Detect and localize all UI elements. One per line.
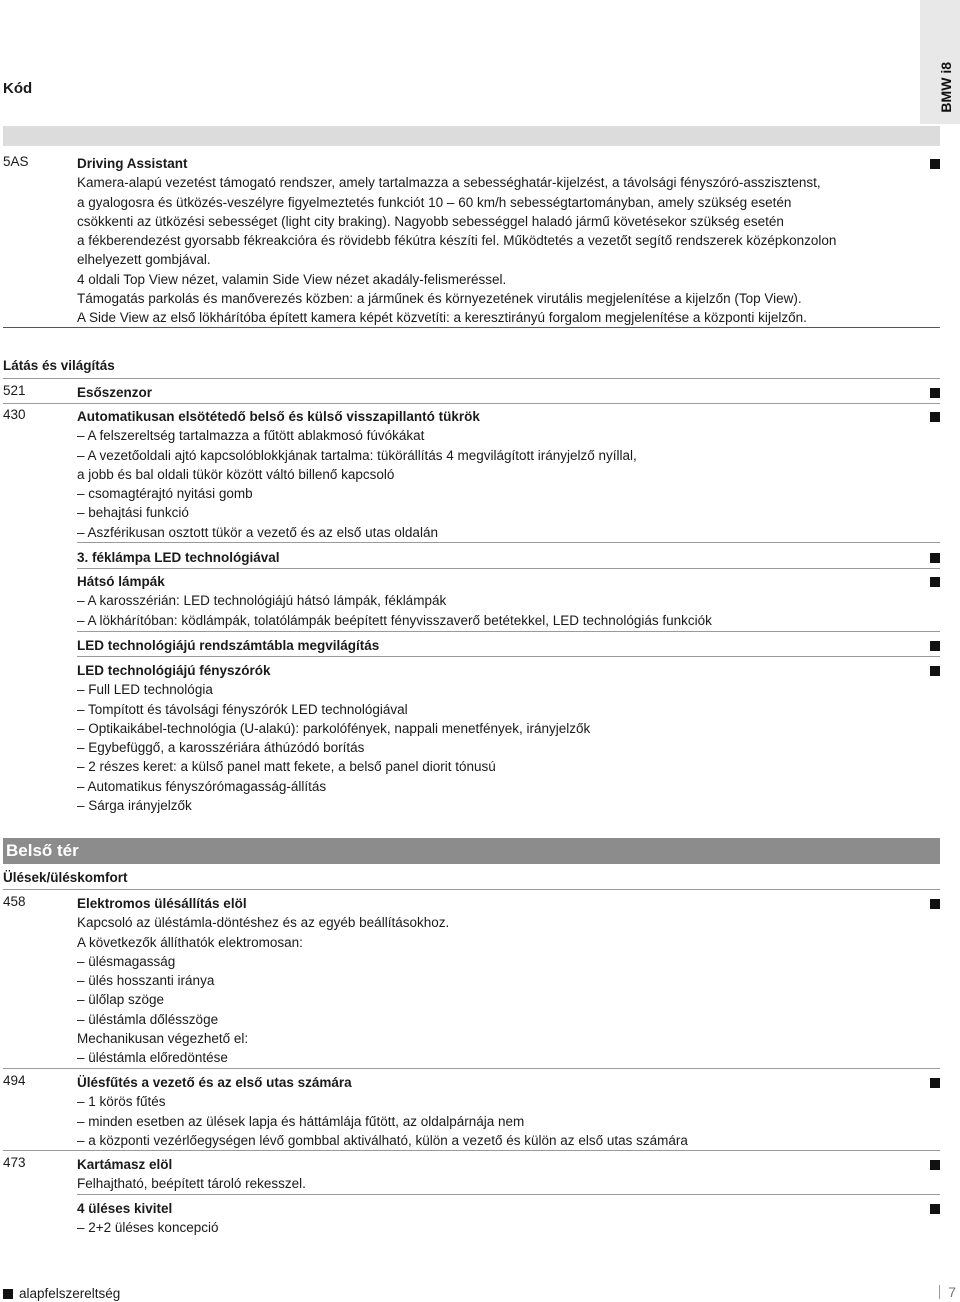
feature-line: A következők állíthatók elektromosan:	[77, 934, 303, 950]
feature-line: – ülésmagasság	[77, 953, 176, 969]
feature-line: – Full LED technológia	[77, 682, 213, 698]
feature-title: Driving Assistant	[77, 156, 188, 171]
code-column-header: Kód	[3, 80, 33, 97]
feature-line: – Tompított és távolsági fényszórók LED technológiával	[77, 701, 408, 717]
divider	[3, 1068, 940, 1069]
standard-equipment-icon	[3, 1289, 13, 1299]
feature-line: A Side View az első lökhárítóba épített kamera képét közvetíti: a keresztirányú forgalom megjelenítése a központi kijelzőn.	[77, 310, 807, 326]
divider	[3, 889, 940, 890]
feature-line: a gyalogosra és ütközés-veszélyre figyelmeztetés funkciót 10 – 60 km/h sebességtartományban, amely szükség esetén	[77, 194, 792, 210]
feature-line: Felhajtható, beépített tároló rekesszel.	[77, 1176, 306, 1192]
divider	[77, 1194, 940, 1195]
standard-equipment-icon	[930, 577, 940, 587]
feature-line: – A karosszérián: LED technológiájú hátsó lámpák, féklámpák	[77, 593, 447, 609]
standard-equipment-icon	[930, 1078, 940, 1088]
section-heading-visibility: Látás és világítás	[3, 358, 115, 373]
legend	[3, 1286, 120, 1301]
header-bar	[3, 126, 940, 146]
feature-title: Automatikusan elsötétedő belső és külső visszapillantó tükrök	[77, 409, 480, 424]
feature-title: Kartámasz elöl	[77, 1157, 173, 1172]
standard-equipment-icon	[930, 553, 940, 563]
brand-model-label: BMW i8	[938, 62, 954, 113]
feature-line: Mechanikusan végezhető el:	[77, 1031, 249, 1047]
page-number	[939, 1284, 956, 1300]
divider	[77, 568, 940, 569]
feature-body	[77, 1199, 910, 1238]
section-band-interior	[3, 838, 940, 864]
feature-line: – Automatikus fényszórómagasság-állítás	[77, 778, 327, 794]
feature-line: – üléstámla dőlésszöge	[77, 1011, 219, 1027]
feature-line: a jobb és bal oldali tükör között váltó billenő kapcsoló	[77, 466, 395, 482]
feature-title: LED technológiájú fényszórók	[77, 663, 271, 678]
feature-line: 4 oldali Top View nézet, valamin Side View nézet akadály-felismeréssel.	[77, 271, 507, 287]
standard-equipment-icon	[930, 899, 940, 909]
standard-equipment-icon	[930, 388, 940, 398]
section-heading-seats: Ülések/üléskomfort	[3, 870, 128, 885]
feature-code: 5AS	[3, 154, 29, 169]
divider	[77, 542, 940, 543]
feature-line: – 2 részes keret: a külső panel matt fekete, a belső panel diorit tónusú	[77, 759, 496, 775]
feature-body	[77, 661, 910, 815]
standard-equipment-icon	[930, 666, 940, 676]
feature-title: Esőszenzor	[77, 385, 153, 400]
feature-body	[77, 1155, 910, 1194]
feature-line: – 1 körös fűtés	[77, 1094, 166, 1110]
side-strip	[920, 0, 960, 124]
standard-equipment-icon	[930, 1160, 940, 1170]
feature-title: LED technológiájú rendszámtábla megvilágítás	[77, 638, 380, 653]
standard-equipment-icon	[930, 159, 940, 169]
feature-body	[77, 572, 910, 630]
feature-code: 494	[3, 1073, 26, 1088]
feature-line: – ülés hosszanti iránya	[77, 973, 215, 989]
standard-equipment-icon	[930, 641, 940, 651]
standard-equipment-icon	[930, 412, 940, 422]
feature-line: a fékberendezést gyorsabb fékreakcióra és rövidebb fékútra készíti fel. Működtetés a vezetőt segítő rendszerek középkonzolon	[77, 233, 837, 249]
feature-line: elhelyezett gombjával.	[77, 252, 211, 268]
feature-body	[77, 154, 910, 328]
feature-line: – 2+2 üléses koncepció	[77, 1220, 219, 1236]
page-number-separator	[939, 1285, 940, 1299]
divider	[3, 378, 940, 379]
feature-title: Elektromos ülésállítás elöl	[77, 896, 247, 911]
feature-code: 458	[3, 894, 26, 909]
feature-line: – ülőlap szöge	[77, 992, 165, 1008]
divider	[3, 1150, 940, 1151]
feature-line: – minden esetben az ülések lapja és háttámlája fűtött, az oldalpárnája nem	[77, 1113, 525, 1129]
feature-line: Támogatás parkolás és manőverezés közben: a járműnek és környezetének virutális megjelenítése a kijelzőn (Top View).	[77, 291, 802, 307]
feature-body	[77, 894, 910, 1068]
feature-line: – csomagtérajtó nyitási gomb	[77, 486, 253, 502]
feature-line: Kapcsoló az üléstámla-döntéshez és az egyéb beállításokhoz.	[77, 915, 450, 931]
feature-body	[77, 1073, 910, 1150]
divider	[77, 631, 940, 632]
feature-line: – Aszférikusan osztott tükör a vezető és az első utas oldalán	[77, 524, 438, 540]
feature-line: csökkenti az ütközési sebességet (light city braking). Nagyobb sebességgel haladó jármű követésekor szükség esetén	[77, 213, 784, 229]
feature-line: – A vezetőoldali ajtó kapcsolóblokkjának tartalma: tükörállítás 4 megvilágított irányjelző nyíllal,	[77, 447, 637, 463]
page-number-value: 7	[948, 1284, 956, 1300]
feature-line: – Sárga irányjelzők	[77, 798, 192, 814]
standard-equipment-icon	[930, 1204, 940, 1214]
feature-title: 3. féklámpa LED technológiával	[77, 550, 280, 565]
feature-line: – Optikaikábel-technológia (U-alakú): parkolófények, nappali menetfények, irányjelzők	[77, 720, 591, 736]
feature-title: Hátsó lámpák	[77, 574, 165, 589]
feature-line: – behajtási funkció	[77, 505, 189, 521]
feature-line: – a központi vezérlőegységen lévő gombbal aktiválható, külön a vezető és külön az első utas számára	[77, 1132, 688, 1148]
feature-title: Ülésfűtés a vezető és az első utas számára	[77, 1075, 352, 1090]
feature-title: 4 üléses kivitel	[77, 1201, 173, 1216]
divider	[3, 403, 940, 404]
legend-label: alapfelszereltség	[19, 1286, 121, 1301]
section-band-title: Belső tér	[6, 841, 79, 860]
feature-body	[77, 407, 910, 542]
divider	[77, 656, 940, 657]
feature-line: – A felszereltség tartalmazza a fűtött ablakmosó fúvókákat	[77, 428, 425, 444]
feature-code: 473	[3, 1155, 26, 1170]
feature-code: 521	[3, 383, 26, 398]
feature-line: Kamera-alapú vezetést támogató rendszer, amely tartalmazza a sebességhatár-kijelzést, a távolsági fényszóró-asszisztenst,	[77, 175, 821, 191]
feature-line: – Egybefüggő, a karosszériára áthúzódó borítás	[77, 740, 365, 756]
feature-line: – üléstámla előredöntése	[77, 1050, 228, 1066]
divider	[3, 327, 940, 328]
feature-line: – A lökhárítóban: ködlámpák, tolatólámpák beépített fényvisszaverő betétekkel, LED technológiás funkciók	[77, 612, 712, 628]
feature-code: 430	[3, 407, 26, 422]
